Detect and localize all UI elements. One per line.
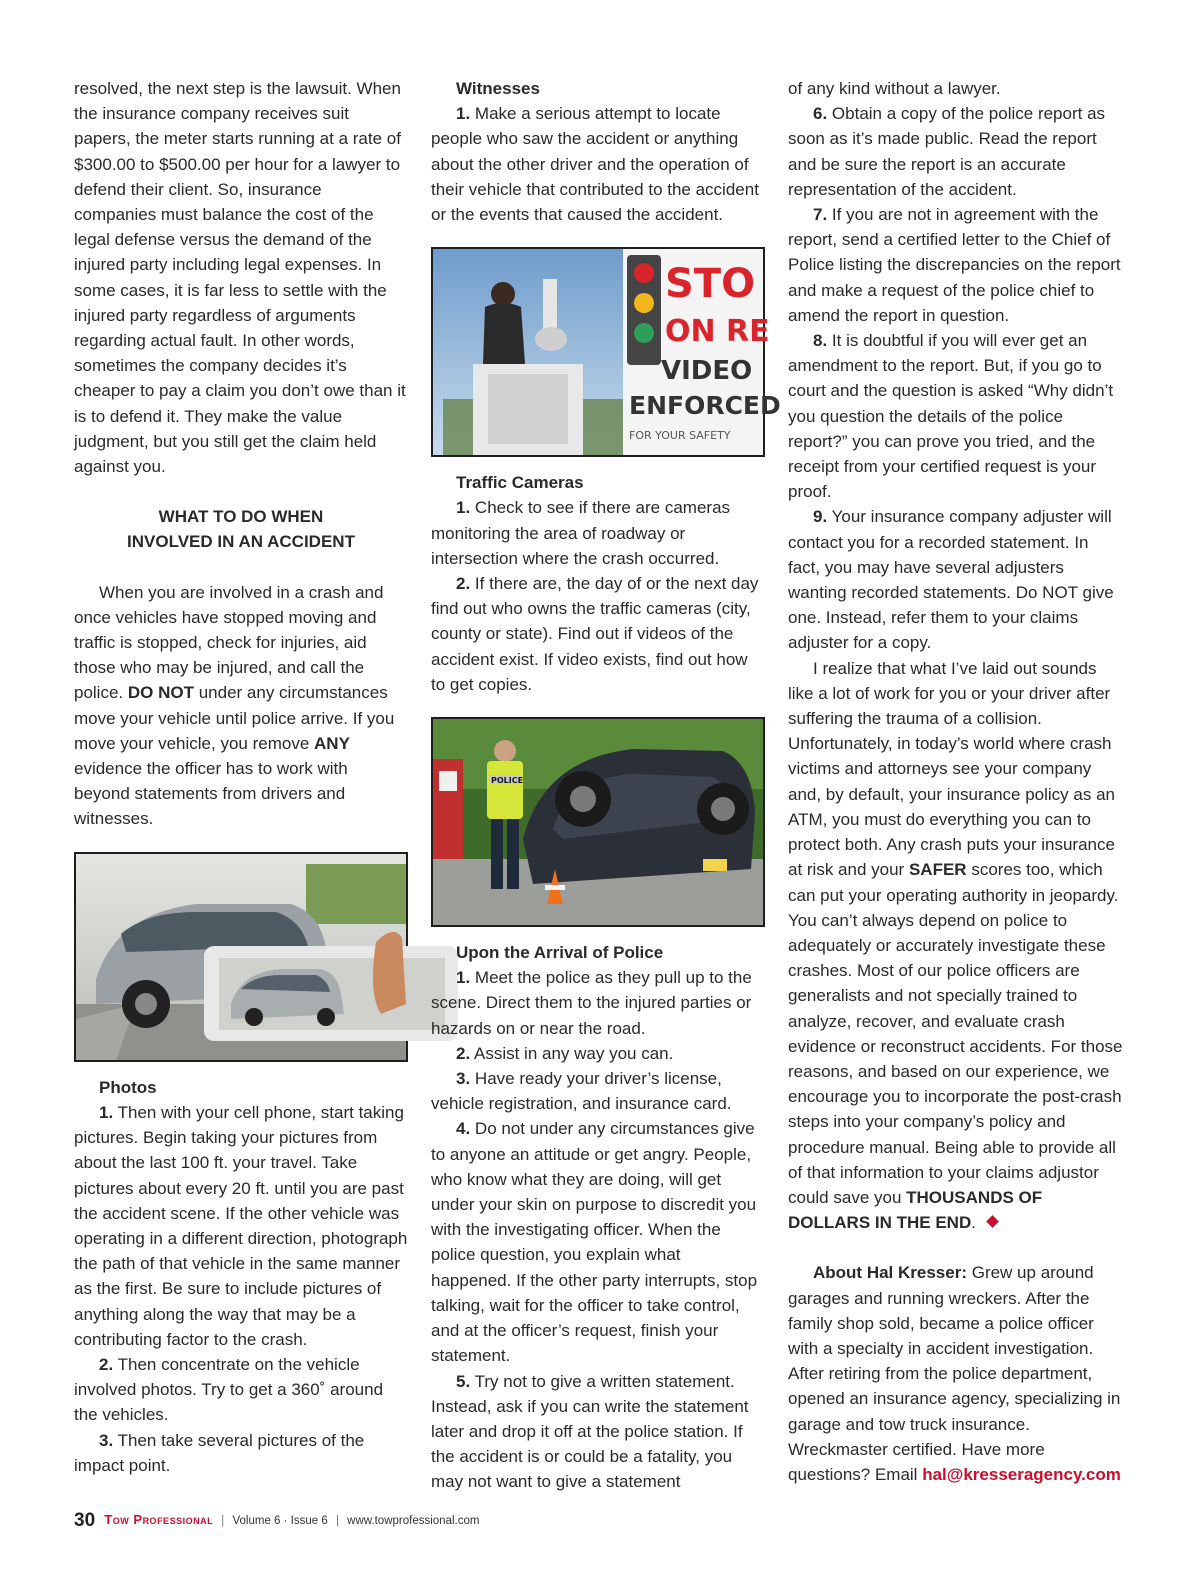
paragraph-continued: of any kind without a lawyer.: [788, 79, 1001, 98]
column-1: [74, 76, 408, 1478]
police-item-2: 2. Assist in any way you can.: [456, 1043, 674, 1063]
police-item-1: 1. Meet the police as they pull up to the scene. Direct them to the injured parties or hazards on or near the road.: [431, 968, 752, 1038]
police-item-5: 5. Try not to give a written statement. Instead, ask if you can write the statement later and drop it off at the police station. If the accident is or could be a fatality, you may not want to give a statement: [431, 1371, 749, 1492]
traffic-cameras-item-1: 1. Check to see if there are cameras monitoring the area of roadway or intersection where the crash occurred.: [431, 498, 731, 568]
witnesses-item-1: 1. Make a serious attempt to locate people who saw the accident or anything about the other driver and the operation of their vehicle that contributed to the accident or the events that caused the accident.: [431, 104, 759, 225]
section-heading-line2: INVOLVED IN AN ACCIDENT: [127, 532, 355, 552]
traffic-camera-illustration: [433, 249, 781, 455]
paragraph-closing: I realize that what I’ve laid out sounds like a lot of work for you or your driver after suffering the trauma of a collision. Unfortunately, in today’s world where crash victims and attorneys see your company and, by default, your insurance policy as an ATM, you must do everything you can to protect both. Any crash puts your insurance at risk and your SAFER scores too, which can put your operating authority in jeopardy. You can’t always depend on police to adequately or accurately investigate these crashes. Most of our police officers are generalists and not specially trained to analyze, recover, and evaluate crash evidence or reconstruct accidents. For those reasons, and based on our experience, we encourage you to incorporate the post-crash steps into your company’s policy and procedure manual. Being able to provide all of that information to your claims adjustor could save you THOUSANDS OF DOLLARS IN THE END.: [788, 658, 1123, 1233]
page-footer: [74, 1510, 479, 1532]
traffic-camera-photo: [431, 247, 781, 457]
column-3: [788, 76, 1124, 1487]
end-mark-icon: [986, 1215, 999, 1228]
police-item-4: 4. Do not under any circumstances give to anyone an attitude or get angry. People, who know what they are doing, will get under your skin on purpose to discredit you with the investigating officer. When the police question, you explain what happened. If the other party interrupts, stop talking, wait for the officer to take control, and at the officer’s request, finish your statement.: [431, 1119, 758, 1366]
photos-heading: Photos: [99, 1077, 157, 1097]
police-arrival-heading: Upon the Arrival of Police: [456, 943, 664, 963]
author-email-link[interactable]: hal@kresseragency.com: [922, 1464, 1121, 1484]
list-item-6: 6. Obtain a copy of the police report as soon as it’s made public. Read the report and be sure the report is an accurate representation of the accident.: [788, 104, 1106, 199]
author-bio: About Hal Kresser: Grew up around garages and running wreckers. After the family shop sold, became a police officer with a specialty in accident investigation. After retiring from the police department, opened an insurance agency, specializing in garage and tow truck insurance. Wreckmaster certified. Have more questions? Email hal@kresseragency.com: [788, 1263, 1121, 1484]
overturned-vehicle-photo: [431, 717, 765, 927]
page-number: 30: [74, 1510, 96, 1531]
police-item-3: 3. Have ready your driver’s license, vehicle registration, and insurance card.: [431, 1069, 732, 1114]
list-item-7: 7. If you are not in agreement with the report, send a certified letter to the Chief of Police listing the discrepancies on the report and make a request of the police chief to amend the report in question.: [788, 205, 1121, 325]
photos-item-1: 1. Then with your cell phone, start taking pictures. Begin taking your pictures from about the last 100 ft. your travel. Take pictures about every 20 ft. until you are past the accident scene. If the other vehicle was operating in a different direction, photograph the path of that vehicle in the same manner as the first. Be sure to include pictures of anything along the way that may be a contributing factor to the crash.: [74, 1102, 408, 1349]
footer-separator: |: [335, 1515, 339, 1527]
photos-item-2: 2. Then concentrate on the vehicle involved photos. Try to get a 360˚ around the vehicles.: [74, 1354, 384, 1425]
column-2: [431, 76, 781, 1495]
damaged-car-photo: [74, 852, 408, 1062]
sign-video-text: VIDEO: [661, 356, 753, 387]
website-link[interactable]: www.towprofessional.com: [347, 1515, 480, 1527]
traffic-cameras-heading: Traffic Cameras: [456, 473, 584, 493]
damaged-car-illustration: [76, 854, 406, 1060]
sign-on-red-text: ON RE: [665, 314, 770, 350]
sign-enforced-text: ENFORCED: [629, 391, 781, 421]
issue-info: Volume 6 · Issue 6: [232, 1515, 328, 1527]
footer-separator: |: [221, 1515, 225, 1527]
sign-stop-text: STO: [665, 261, 756, 308]
traffic-cameras-item-2: 2. If there are, the day of or the next day find out who owns the traffic cameras (city, county or state). Find out if videos of the accident exist. If video exists, find out how to get copies.: [431, 574, 759, 694]
photos-item-3: 3. Then take several pictures of the impact point.: [74, 1430, 365, 1475]
paragraph-lawsuit: resolved, the next step is the lawsuit. When the insurance company receives suit papers, the meter starts running at a rate of $300.00 to $500.00 per hour for a lawyer to defend their client. So, insurance companies must balance the cost of the legal defense versus the demand of the injured party including legal expenses. In some cases, it is far less to settle with the injured party regardless of arguments regarding actual fault. In other words, sometimes the company decides it’s cheaper to pay a claim you don’t owe than it is to defend it. They make the value judgment, but you still get the claim held against you.: [74, 79, 406, 477]
list-item-9: 9. Your insurance company adjuster will contact you for a recorded statement. In fact, you may have several adjusters wanting recorded statements. Do NOT give one. Instead, refer them to your claims adjuster for a copy.: [788, 507, 1114, 653]
sign-safety-text: FOR YOUR SAFETY: [629, 429, 731, 443]
magazine-name: Tow Professional: [104, 1512, 214, 1527]
vest-police-text: POLICE: [491, 776, 524, 786]
section-heading-line1: WHAT TO DO WHEN: [158, 507, 324, 527]
overturned-vehicle-illustration: [433, 719, 763, 925]
witnesses-heading: Witnesses: [456, 79, 540, 98]
list-item-8: 8. It is doubtful if you will ever get an amendment to the report. But, if you go to court and the question is asked “Why didn’t you question the details of the police report?” you can prove you tried, and the receipt from your certified request is your proof.: [788, 331, 1114, 502]
paragraph-crash-intro: When you are involved in a crash and once vehicles have stopped moving and traffic is stopped, check for injuries, aid those who may be injured, and call the police. DO NOT under any circumstances move your vehicle until police arrive. If you move your vehicle, you remove ANY evidence the officer has to work with beyond statements from drivers and witnesses.: [74, 582, 395, 829]
